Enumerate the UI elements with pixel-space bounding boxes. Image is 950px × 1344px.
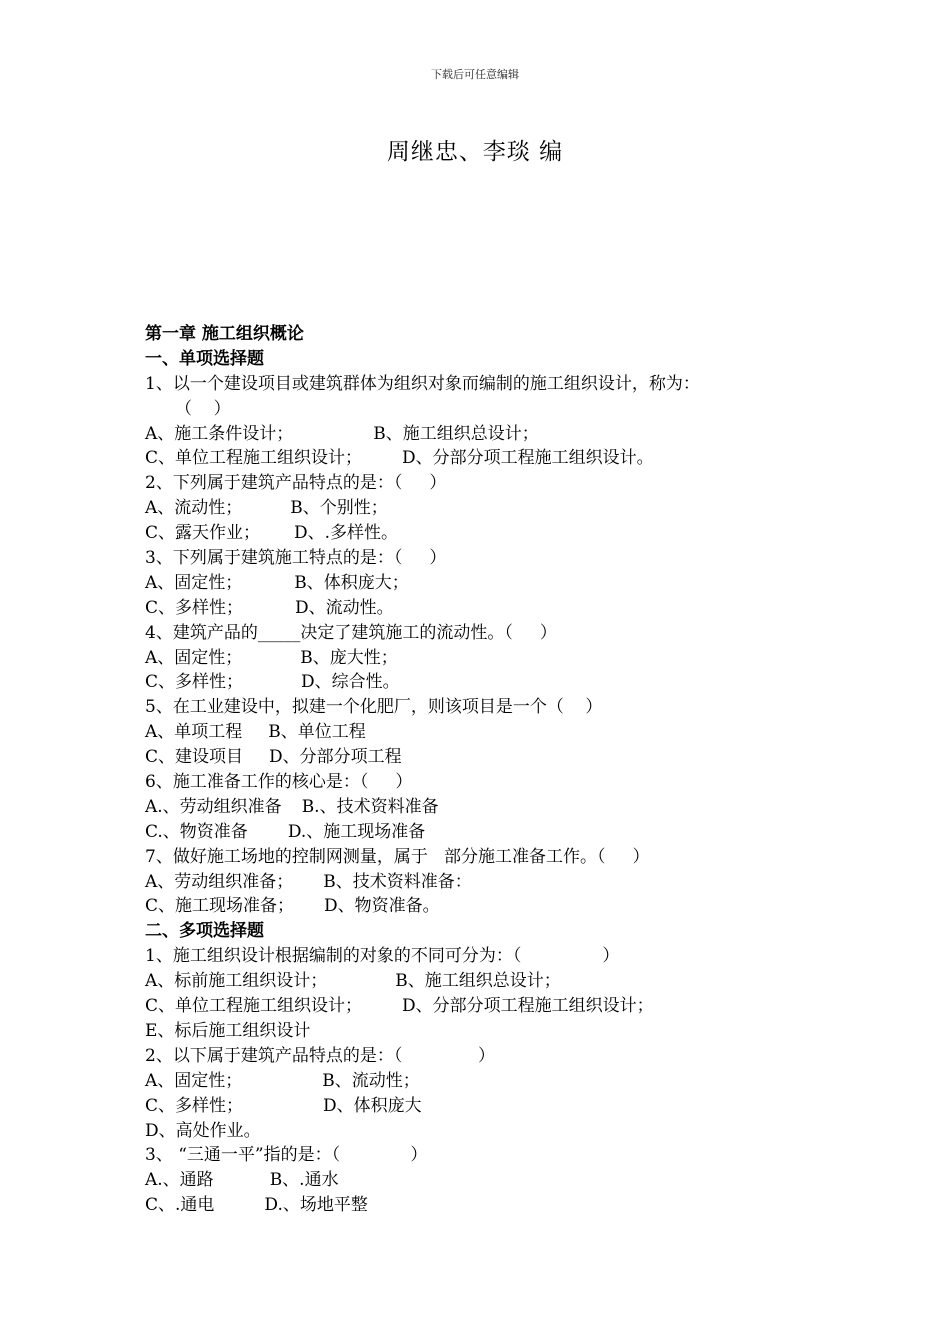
option-row (145, 496, 825, 521)
header-note: 下载后可任意编辑 (431, 68, 519, 81)
single-choice-list (145, 372, 825, 920)
question-text: 1、以一个建设项目或建筑群体为组织对象而编制的施工组织设计，称为： (145, 373, 700, 394)
option-row (145, 795, 825, 820)
question-text: 6、施工准备工作的核心是：（ ） (145, 772, 413, 793)
option-right: B、技术资料准备： (323, 871, 472, 892)
option-row (145, 994, 825, 1019)
option-right: B、流动性； (322, 1070, 420, 1091)
option-left: A、单项工程 (145, 722, 243, 743)
option-left: A、固定性； (145, 647, 243, 668)
question-block (145, 770, 825, 845)
option-left: C、单位工程施工组织设计； (145, 996, 363, 1017)
question-text: 3、下列属于建筑施工特点的是：（ ） (145, 548, 447, 569)
question-block (145, 1143, 825, 1218)
option-row (145, 870, 825, 895)
option-right: D、体积庞大 (323, 1095, 422, 1116)
option-row (145, 670, 825, 695)
option-right: D、.多样性。 (294, 523, 399, 544)
option-left: C、多样性； (145, 597, 244, 618)
option-left: A、固定性； (145, 572, 243, 593)
question-text: 5、在工业建设中，拟建一个化肥厂，则该项目是一个（ ） (145, 697, 603, 718)
option-row (145, 422, 825, 447)
option-row (145, 1094, 825, 1119)
option-right: B、庞大性； (300, 647, 398, 668)
document-body (145, 322, 825, 1218)
option-left: A.、通路 (145, 1170, 214, 1191)
question-text: 4、建筑产品的_____决定了建筑施工的流动性。（ ） (145, 622, 557, 643)
question-block (145, 471, 825, 546)
question-block (145, 695, 825, 770)
option-left: C、建设项目 (145, 747, 244, 768)
option-left: A、流动性； (145, 498, 243, 519)
option-row (145, 1193, 825, 1218)
option-row (145, 521, 825, 546)
section-title-single-choice: 一、单项选择题 (145, 348, 264, 369)
option-right: B、施工组织总设计； (373, 423, 539, 444)
option-right: D.、场地平整 (264, 1195, 368, 1216)
option-row (145, 1019, 825, 1044)
question-text: 1、施工组织设计根据编制的对象的不同可分为：（ ） (145, 946, 620, 967)
question-block (145, 621, 825, 696)
option-right: B、体积庞大； (294, 572, 409, 593)
option-row (145, 745, 825, 770)
option-left: C、多样性； (145, 672, 244, 693)
option-left: C.、物资准备 (145, 821, 248, 842)
option-row (145, 720, 825, 745)
option-right: D、综合性。 (301, 672, 400, 693)
option-left: A、固定性； (145, 1070, 243, 1091)
option-left: A、劳动组织准备； (145, 871, 294, 892)
option-row (145, 1119, 825, 1144)
section-title-multi-choice: 二、多项选择题 (145, 921, 264, 942)
option-right: D、流动性。 (295, 597, 394, 618)
option-right: B、单位工程 (268, 722, 366, 743)
option-left: A、标前施工组织设计； (145, 971, 328, 992)
option-left: C、.通电 (145, 1195, 215, 1216)
option-row (145, 446, 825, 471)
question-block (145, 546, 825, 621)
question-text: 7、做好施工场地的控制网测量，属于 部分施工准备工作。（ ） (145, 846, 650, 867)
question-text-continued: （ ） (175, 398, 231, 419)
option-left: D、高处作业。 (145, 1120, 261, 1141)
option-left: C、单位工程施工组织设计； (145, 448, 363, 469)
question-block (145, 372, 825, 472)
question-text: 2、以下属于建筑产品特点的是：（ ） (145, 1045, 495, 1066)
question-text: 3、 “三通一平”指的是：（ ） (145, 1145, 428, 1166)
option-row (145, 969, 825, 994)
option-right: D、分部分项工程施工组织设计； (402, 996, 654, 1017)
option-right: D.、施工现场准备 (287, 821, 426, 842)
chapter-title: 第一章 施工组织概论 (145, 324, 304, 344)
option-left: A、施工条件设计； (145, 423, 294, 444)
option-row (145, 1168, 825, 1193)
option-right: D、分部分项工程施工组织设计。 (402, 448, 654, 469)
option-right: D、物资准备。 (324, 896, 440, 917)
question-block (145, 944, 825, 1044)
option-row (145, 571, 825, 596)
question-text: 2、下列属于建筑产品特点的是：（ ） (145, 473, 447, 494)
authors-line: 周继忠、李琰 编 (386, 139, 564, 165)
option-row (145, 894, 825, 919)
option-right: B、施工组织总设计； (395, 971, 561, 992)
question-block (145, 845, 825, 920)
option-left: A.、劳动组织准备 (145, 796, 282, 817)
option-right: B.、技术资料准备 (301, 796, 439, 817)
option-row (145, 596, 825, 621)
multi-choice-list (145, 944, 825, 1218)
question-block (145, 1044, 825, 1144)
option-right: B、.通水 (269, 1170, 339, 1191)
option-left: C、多样性； (145, 1095, 244, 1116)
option-row (145, 646, 825, 671)
option-left: C、露天作业； (145, 523, 261, 544)
option-right: B、个别性； (290, 498, 388, 519)
option-left: C、施工现场准备； (145, 896, 295, 917)
option-row (145, 820, 825, 845)
option-left: E、标后施工组织设计 (145, 1020, 311, 1041)
option-right: D、分部分项工程 (269, 747, 402, 768)
option-row (145, 1069, 825, 1094)
